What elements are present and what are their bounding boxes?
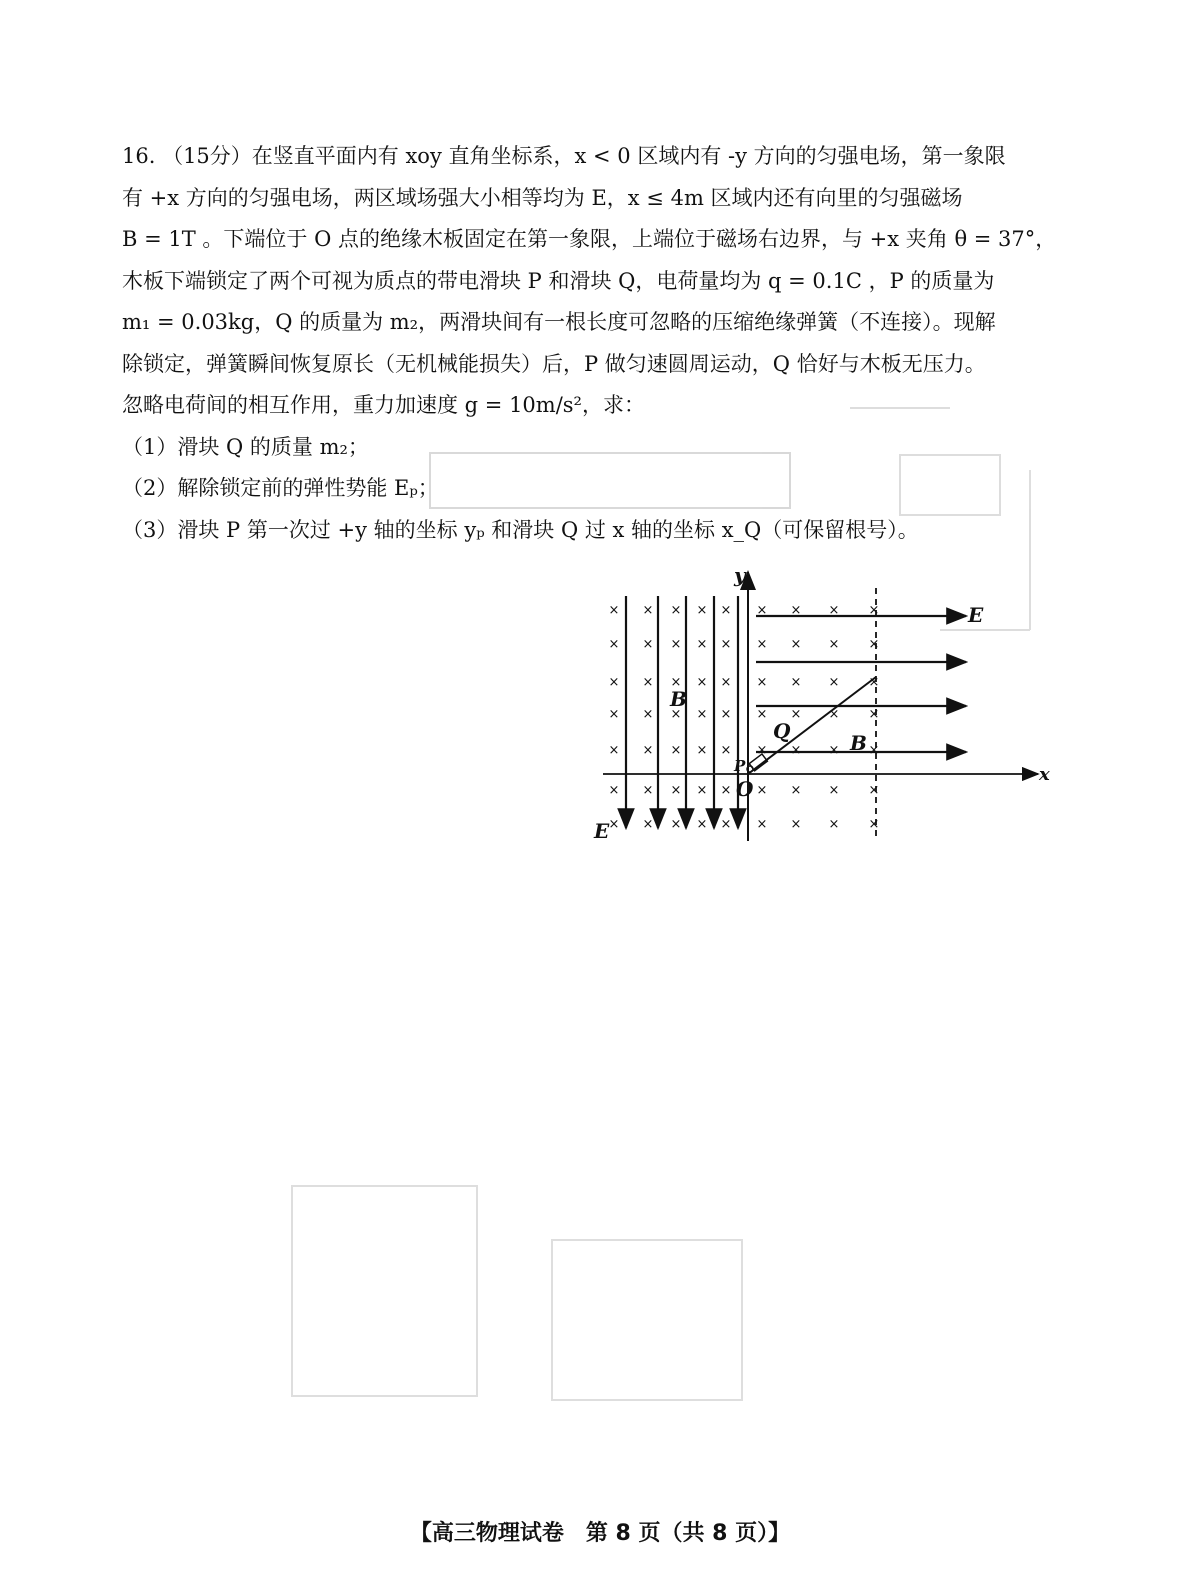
problem-line: m₁ = 0.03kg，Q 的质量为 m₂，两滑块间有一根长度可忽略的压缩绝缘弹簧（不连接）。现解 <box>122 310 996 334</box>
field-cross: × <box>696 675 708 690</box>
field-cross: × <box>790 783 802 798</box>
field-cross: × <box>756 675 768 690</box>
field-cross: × <box>756 603 768 618</box>
field-cross: × <box>696 743 708 758</box>
field-cross: × <box>696 817 708 832</box>
field-diagram <box>594 563 1050 856</box>
field-cross: × <box>756 707 768 722</box>
field-cross: × <box>868 817 880 832</box>
field-cross: × <box>756 817 768 832</box>
field-cross: × <box>670 603 682 618</box>
field-cross: × <box>642 637 654 652</box>
problem-line: 16. （15分）在竖直平面内有 xoy 直角坐标系，x < 0 区域内有 -y 方向的匀强电场，第一象限 <box>122 144 1006 168</box>
field-cross: × <box>868 783 880 798</box>
field-cross: × <box>756 743 768 758</box>
field-cross: × <box>828 817 840 832</box>
problem-16 <box>122 136 1072 551</box>
field-cross: × <box>790 675 802 690</box>
field-cross: × <box>670 743 682 758</box>
label-E-right: E <box>968 603 984 627</box>
field-cross: × <box>696 783 708 798</box>
field-cross: × <box>670 707 682 722</box>
question-1: （1）滑块 Q 的质量 m₂； <box>122 434 369 459</box>
field-cross: × <box>696 603 708 618</box>
field-cross: × <box>608 743 620 758</box>
y-axis-label: y <box>734 563 746 587</box>
problem-line: 木板下端锁定了两个可视为质点的带电滑块 P 和滑块 Q，电荷量均为 q = 0.1C ，P 的质量为 <box>122 268 995 293</box>
field-cross: × <box>720 817 732 832</box>
field-cross: × <box>720 707 732 722</box>
field-cross: × <box>608 637 620 652</box>
field-cross: × <box>828 603 840 618</box>
field-cross: × <box>696 707 708 722</box>
problem-line: 有 +x 方向的匀强电场，两区域场强大小相等均为 E，x ≤ 4m 区域内还有向里的匀强磁场 <box>122 185 963 210</box>
page-footer: 【高三物理试卷 第 8 页（共 8 页）】 <box>409 1521 791 1546</box>
question-3: （3）滑块 P 第一次过 +y 轴的坐标 yₚ 和滑块 Q 过 x 轴的坐标 x_Q（可保留根号）。 <box>122 517 919 542</box>
label-P: P <box>734 757 746 775</box>
field-cross: × <box>868 637 880 652</box>
problem-line: B = 1T 。下端位于 O 点的绝缘木板固定在第一象限，上端位于磁场右边界，与 +x 夹角 θ = 37°， <box>122 227 1057 251</box>
field-cross: × <box>696 637 708 652</box>
question-2: （2）解除锁定前的弹性势能 Eₚ； <box>122 476 439 500</box>
field-cross: × <box>828 675 840 690</box>
field-cross: × <box>720 783 732 798</box>
field-cross: × <box>720 743 732 758</box>
field-cross: × <box>670 675 682 690</box>
field-cross: × <box>608 817 620 832</box>
field-cross: × <box>756 637 768 652</box>
field-cross: × <box>868 707 880 722</box>
spring-blocks <box>749 754 767 771</box>
field-cross: × <box>868 743 880 758</box>
field-cross: × <box>642 707 654 722</box>
field-cross: × <box>790 603 802 618</box>
label-Q: Q <box>773 719 791 743</box>
x-axis-label: x <box>1039 764 1050 785</box>
field-cross: × <box>790 707 802 722</box>
field-cross: × <box>608 707 620 722</box>
field-cross: × <box>608 675 620 690</box>
label-B-right: B <box>850 731 867 755</box>
field-cross: × <box>720 603 732 618</box>
problem-line: 忽略电荷间的相互作用，重力加速度 g = 10m/s²，求： <box>122 393 645 417</box>
field-cross: × <box>670 817 682 832</box>
field-cross: × <box>720 637 732 652</box>
field-cross: × <box>642 603 654 618</box>
origin-label: O <box>736 777 754 801</box>
field-cross: × <box>790 637 802 652</box>
field-cross: × <box>828 637 840 652</box>
field-cross: × <box>868 603 880 618</box>
field-cross: × <box>790 817 802 832</box>
field-cross: × <box>756 783 768 798</box>
field-cross: × <box>642 743 654 758</box>
field-cross: × <box>720 675 732 690</box>
field-cross: × <box>790 743 802 758</box>
insulating-board <box>748 677 876 774</box>
field-cross: × <box>670 637 682 652</box>
field-cross: × <box>828 783 840 798</box>
problem-line: 除锁定，弹簧瞬间恢复原长（无机械能损失）后，P 做匀速圆周运动，Q 恰好与木板无压力。 <box>122 351 986 376</box>
field-cross: × <box>608 783 620 798</box>
field-cross: × <box>642 675 654 690</box>
field-cross: × <box>608 603 620 618</box>
field-cross: × <box>670 783 682 798</box>
field-cross: × <box>828 707 840 722</box>
field-cross: × <box>642 783 654 798</box>
field-cross: × <box>642 817 654 832</box>
field-cross: × <box>868 675 880 690</box>
label-E-left: E <box>594 819 610 843</box>
field-cross: × <box>828 743 840 758</box>
label-B-left: B <box>670 687 687 711</box>
